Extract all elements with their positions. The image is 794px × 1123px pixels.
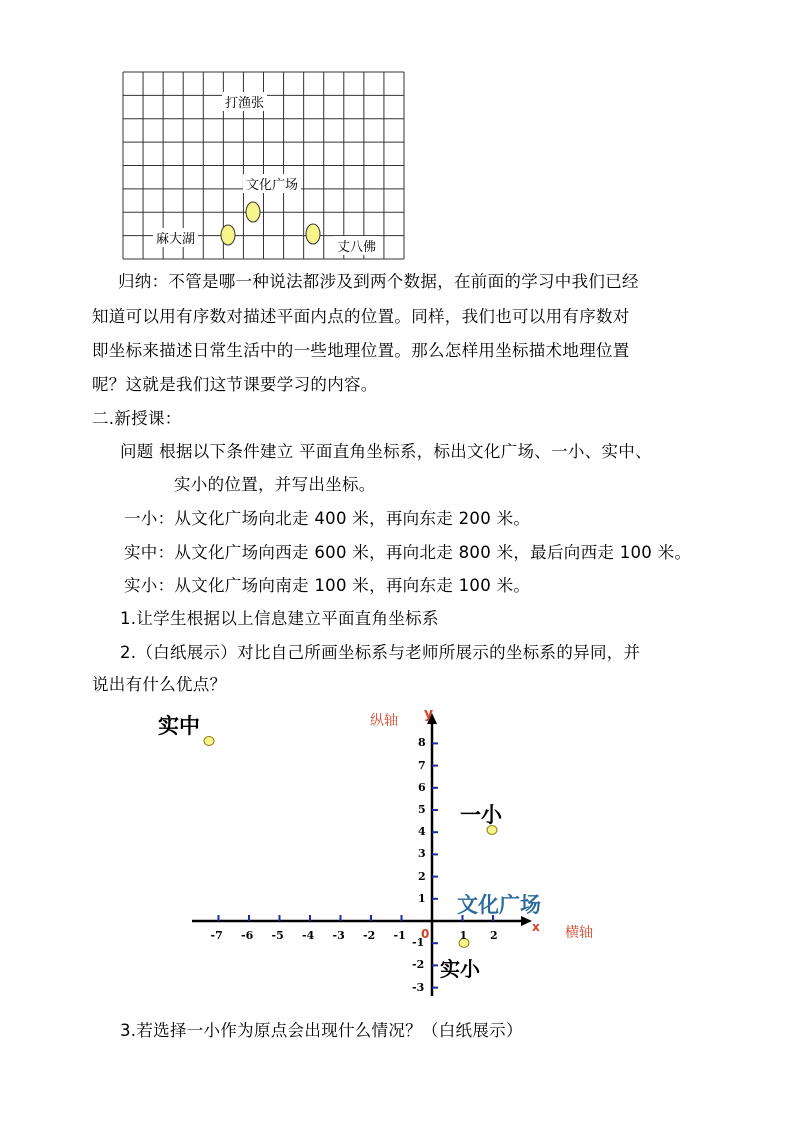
para-summary-line2: 知道可以用有序数对描述平面内点的位置。同样，我们也可以用有序数对 [92, 307, 630, 326]
label-yixiao: 一小 [460, 802, 502, 827]
x-axis-name: 横轴 [565, 925, 593, 941]
para-summary-line1: 归纳：不管是哪一种说法都涉及到两个数据，在前面的学习中我们已经 [118, 272, 639, 291]
condition-shixiao: 实小：从文化广场向南走 100 米，再向东走 100 米。 [124, 576, 531, 595]
y-tick-label: 8 [418, 736, 426, 750]
y-tick-label: 4 [418, 825, 426, 839]
grid-map [0, 0, 794, 265]
y-tick-label: -1 [412, 936, 425, 950]
y-tick-label: -3 [412, 980, 425, 994]
section-heading-new-lesson: 二.新授课： [92, 409, 182, 428]
step-1: 1.让学生根据以上信息建立平面直角坐标系 [120, 609, 439, 628]
y-tick-label: -2 [412, 958, 425, 972]
y-tick-label: 7 [418, 758, 426, 772]
grid-map-lines [0, 0, 794, 265]
label-dayuzhang: 打渔张 [222, 92, 267, 111]
y-axis-letter: y [424, 706, 434, 722]
x-tick-label: -6 [241, 929, 254, 942]
x-tick-label: -5 [271, 929, 284, 942]
y-tick-label: 1 [418, 891, 426, 905]
origin-label: 0 [421, 927, 430, 941]
label-zhangbafo: 丈八佛 [334, 236, 379, 255]
step-2-line1: 2.（白纸展示）对比自己所画坐标系与老师所展示的坐标系的异同，并 [120, 643, 641, 662]
problem-line1: 问题 根据以下条件建立 平面直角坐标系，标出文化广场、一小、实中、 [120, 442, 652, 461]
para-summary-line3: 即坐标来描述日常生活中的一些地理位置。那么怎样用坐标描术地理位置 [92, 341, 630, 360]
x-tick-label: -2 [363, 929, 376, 942]
label-shizhong: 实中 [158, 713, 200, 738]
label-shixiao: 实小 [440, 957, 480, 981]
label-madahu: 麻大湖 [153, 228, 198, 247]
x-tick-label: -7 [210, 929, 223, 942]
x-tick-label: -1 [393, 929, 406, 942]
coordinate-axes [0, 700, 794, 1010]
marker-wenhua [246, 202, 260, 222]
label-wenhua-guangchang-axis: 文化广场 [457, 892, 541, 917]
y-tick-label: 5 [418, 803, 426, 816]
y-tick-label: 3 [418, 847, 426, 861]
step-2-line2: 说出有什么优点？ [92, 675, 227, 694]
label-wenhua-guangchang: 文化广场 [243, 174, 301, 193]
x-tick-label: 2 [490, 929, 498, 942]
point-shizhong [204, 737, 214, 746]
condition-yixiao: 一小：从文化广场向北走 400 米，再向东走 200 米。 [124, 509, 531, 528]
para-summary-line4: 呢？这就是我们这节课要学习的内容。 [92, 375, 378, 394]
x-tick-label: 1 [459, 929, 468, 942]
marker-madahu [221, 225, 235, 245]
y-axis-name: 纵轴 [370, 713, 398, 729]
step-3: 3.若选择一小作为原点会出现什么情况？（白纸展示） [120, 1021, 523, 1040]
marker-zhangbafo [306, 224, 320, 244]
x-axis-letter: x [532, 920, 540, 934]
x-tick-label: -3 [332, 929, 345, 942]
y-tick-label: 6 [418, 780, 426, 794]
coordinate-figure [0, 700, 794, 1010]
y-tick-label: 2 [418, 869, 426, 883]
problem-line2: 实小的位置，并写出坐标。 [174, 475, 376, 494]
condition-shizhong: 实中：从文化广场向西走 600 米，再向北走 800 米，最后向西走 100 米。 [124, 543, 692, 562]
x-tick-label: -4 [302, 929, 315, 942]
